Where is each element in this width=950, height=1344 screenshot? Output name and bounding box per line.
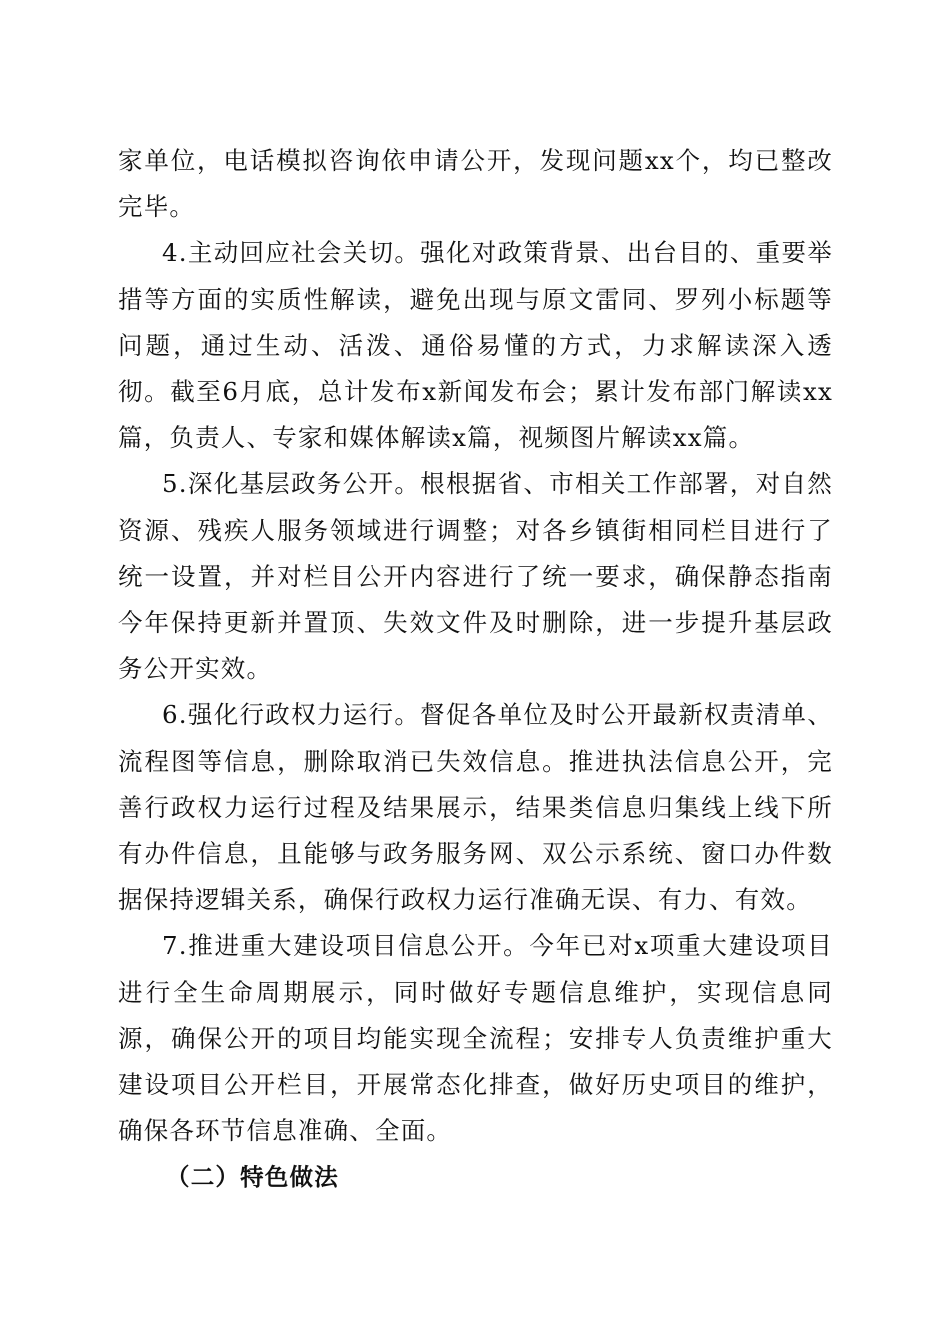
- document-body: [118, 138, 833, 1201]
- paragraph-item-6: 6.强化行政权力运行。督促各单位及时公开最新权责清单、流程图等信息，删除取消已失效信息。推进执法信息公开，完善行政权力运行过程及结果展示，结果类信息归集线上线下所有办件信息，且能够与政务服务网、双公示系统、窗口办件数据保持逻辑关系，确保行政权力运行准确无误、有力、有效。: [118, 700, 833, 915]
- paragraph-item-4: 4.主动回应社会关切。强化对政策背景、出台目的、重要举措等方面的实质性解读，避免出现与原文雷同、罗列小标题等问题，通过生动、活泼、通俗易懂的方式，力求解读深入透彻。截至6月底，总计发布x新闻发布会；累计发布部门解读xx篇，负责人、专家和媒体解读x篇，视频图片解读xx篇。: [118, 238, 833, 453]
- paragraph-item-5: 5.深化基层政务公开。根根据省、市相关工作部署，对自然资源、残疾人服务领域进行调整；对各乡镇街相同栏目进行了统一设置，并对栏目公开内容进行了统一要求，确保静态指南今年保持更新并置顶、失效文件及时删除，进一步提升基层政务公开实效。: [118, 469, 833, 684]
- paragraph-item-7: 7.推进重大建设项目信息公开。今年已对x项重大建设项目进行全生命周期展示，同时做好专题信息维护，实现信息同源，确保公开的项目均能实现全流程；安排专人负责维护重大建设项目公开栏目，开展常态化排查，做好历史项目的维护，确保各环节信息准确、全面。: [118, 931, 833, 1146]
- section-heading: （二）特色做法: [166, 1163, 339, 1192]
- paragraph-continuation: 家单位，电话模拟咨询依申请公开，发现问题xx个，均已整改完毕。: [118, 146, 833, 222]
